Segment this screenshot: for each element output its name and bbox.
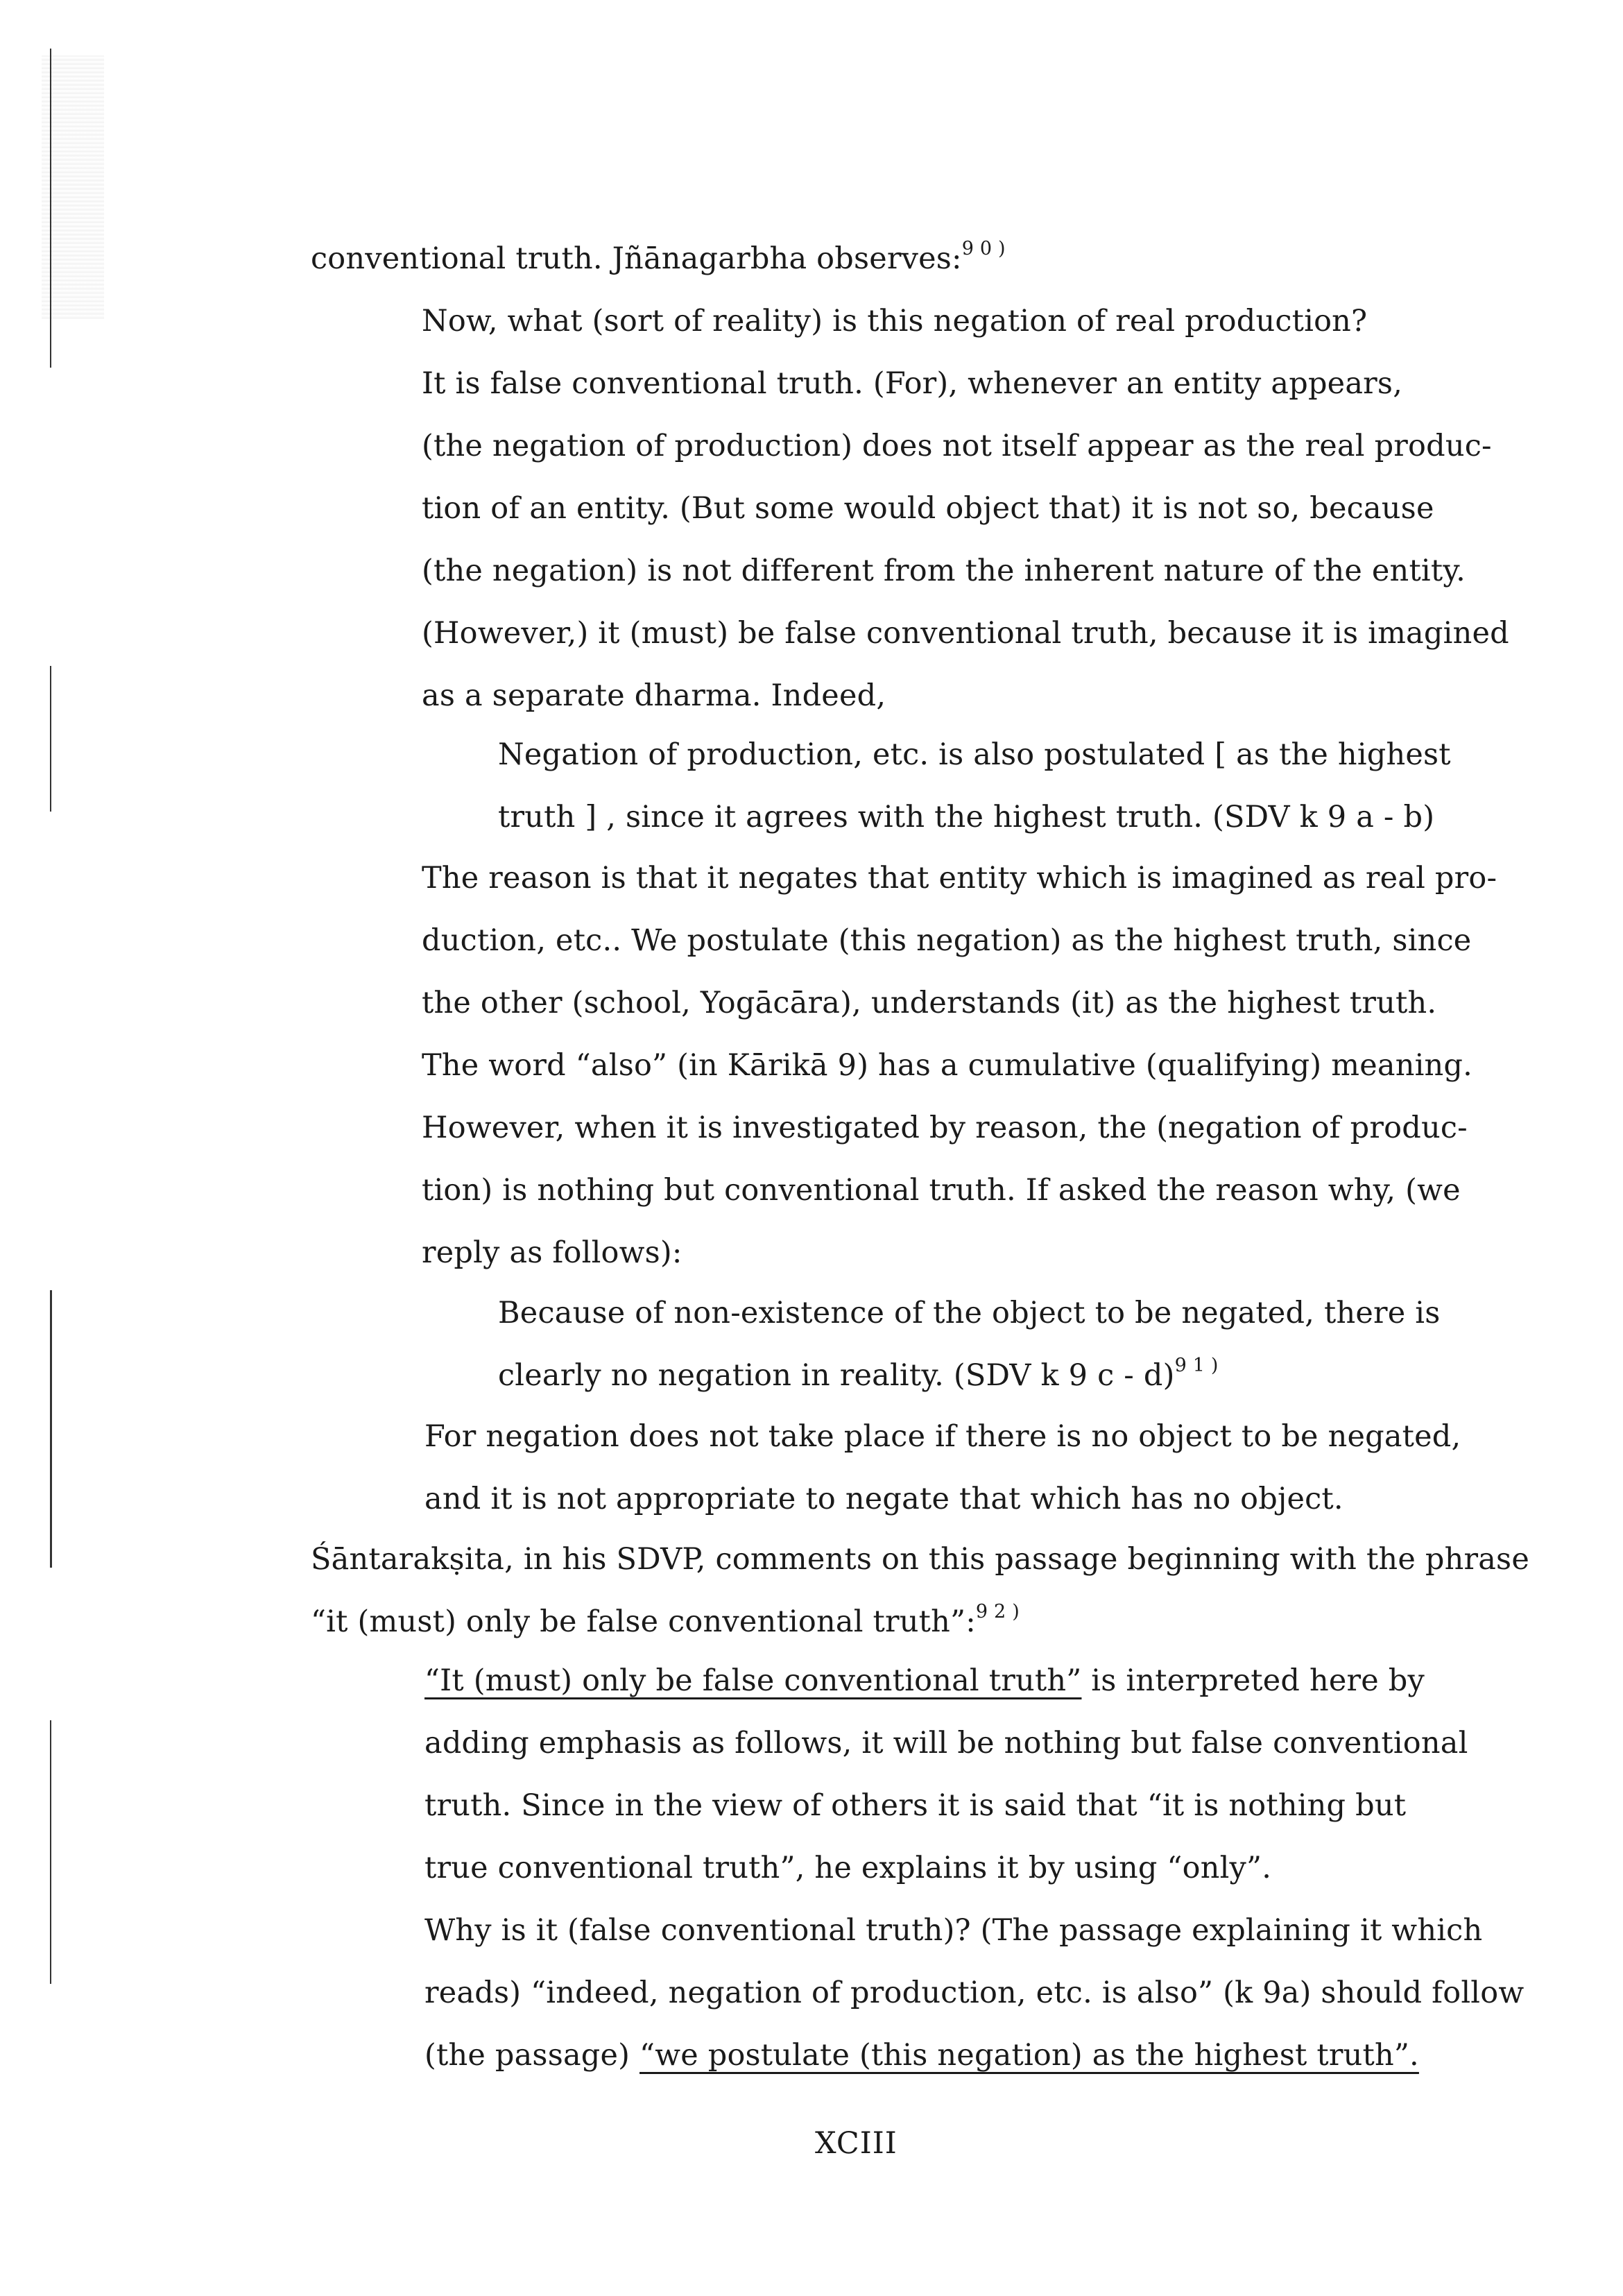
quote-line: adding emphasis as follows, it will be nothing but false conventional	[424, 1726, 1468, 1760]
quote-line: (the negation) is not different from the inherent nature of the entity.	[422, 554, 1466, 588]
quote-line: It is false conventional truth. (For), whenever an entity appears,	[422, 366, 1403, 401]
scan-edge-line	[50, 666, 51, 812]
verse-line: truth ] , since it agrees with the highest truth. (SDV k 9 a - b)	[498, 800, 1435, 834]
quote-text: (the passage)	[424, 2038, 640, 2073]
underlined-phrase: “we postulate (this negation) as the highest truth”.	[639, 2038, 1419, 2073]
footnote-ref: 9 1 )	[1174, 1355, 1219, 1376]
quote-line: as a separate dharma. Indeed,	[422, 678, 886, 713]
quote-line: truth. Since in the view of others it is said that “it is nothing but	[424, 1788, 1407, 1823]
quote-line: Now, what (sort of reality) is this negation of real production?	[422, 304, 1368, 339]
scan-edge-line	[50, 49, 51, 368]
quote-line: true conventional truth”, he explains it by using “only”.	[424, 1851, 1272, 1885]
footnote-ref: 9 2 )	[975, 1601, 1020, 1622]
quote-line: The reason is that it negates that entity which is imagined as real pro-	[422, 861, 1497, 896]
quote-line: The word “also” (in Kārikā 9) has a cumulative (qualifying) meaning.	[422, 1048, 1473, 1083]
body-text: “it (must) only be false conventional truth”:	[311, 1604, 976, 1639]
verse-line: Because of non-existence of the object to be negated, there is	[498, 1296, 1441, 1330]
page-number: XCIII	[815, 2126, 898, 2161]
verse-line: Negation of production, etc. is also postulated [ as the highest	[498, 737, 1451, 772]
quote-line: For negation does not take place if there is no object to be negated,	[424, 1419, 1461, 1454]
verse-text: clearly no negation in reality. (SDV k 9 c - d)	[498, 1358, 1175, 1393]
quote-line: tion of an entity. (But some would object that) it is not so, because	[422, 491, 1434, 526]
quote-line	[424, 1661, 1425, 1700]
quote-line: (the negation of production) does not itself appear as the real produc-	[422, 429, 1492, 463]
body-line: Śāntarakṣita, in his SDVP, comments on this passage beginning with the phrase	[311, 1542, 1529, 1577]
quote-line: and it is not appropriate to negate that which has no object.	[424, 1482, 1343, 1516]
quote-line	[424, 2036, 1419, 2075]
verse-line-last	[498, 1356, 1219, 1395]
quote-line: tion) is nothing but conventional truth. If asked the reason why, (we	[422, 1173, 1461, 1208]
quote-line: the other (school, Yogācāra), understands (it) as the highest truth.	[422, 986, 1437, 1020]
intro-text: conventional truth. Jñānagarbha observes:	[311, 241, 962, 276]
quote-text: is interpreted here by	[1081, 1663, 1425, 1698]
quote-line: Why is it (false conventional truth)? (The passage explaining it which	[424, 1913, 1483, 1948]
body-line	[311, 1602, 1020, 1641]
quote-line: (However,) it (must) be false conventional truth, because it is imagined	[422, 616, 1509, 651]
underlined-phrase: “It (must) only be false conventional truth”	[424, 1663, 1082, 1698]
quote-line: reply as follows):	[422, 1235, 682, 1270]
quote-line: However, when it is investigated by reason, the (negation of produc-	[422, 1111, 1468, 1145]
footnote-ref: 9 0 )	[961, 238, 1006, 259]
scan-edge-line	[50, 1720, 51, 1984]
scan-edge-line	[50, 1290, 52, 1568]
intro-line	[311, 239, 1006, 278]
quote-line: reads) “indeed, negation of production, etc. is also” (k 9a) should follow	[424, 1976, 1525, 2010]
quote-line: duction, etc.. We postulate (this negation) as the highest truth, since	[422, 923, 1472, 958]
